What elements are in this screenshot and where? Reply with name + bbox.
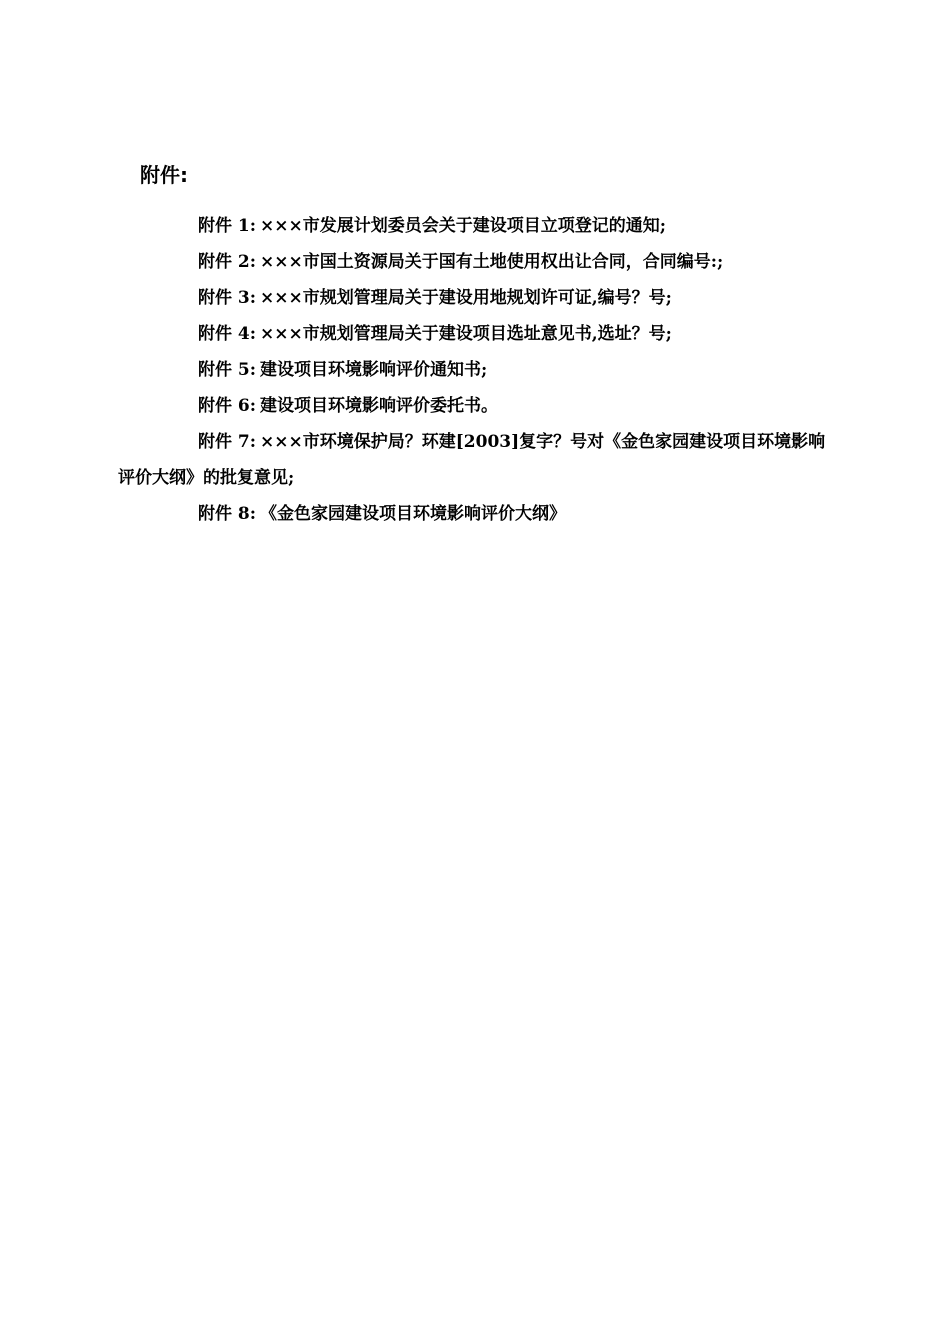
attachment-item-1	[118, 208, 838, 244]
attachment-text: ×××市国土资源局关于国有土地使用权出让合同，合同编号:;	[260, 252, 724, 272]
attachment-item-3	[118, 280, 838, 316]
attachment-item-8	[118, 496, 838, 532]
attachment-text: 《金色家园建设项目环境影响评价大纲》	[260, 504, 567, 524]
attachment-label: 附件 4:	[198, 324, 257, 344]
attachment-label: 附件 1:	[198, 216, 257, 236]
attachment-item-2	[118, 244, 838, 280]
attachment-text: 建设项目环境影响评价委托书。	[260, 396, 499, 416]
attachment-label: 附件 5:	[198, 360, 257, 380]
attachment-item-7	[118, 424, 838, 496]
attachment-item-5	[118, 352, 838, 388]
attachments-heading: 附件:	[140, 163, 188, 187]
attachment-item-6	[118, 388, 838, 424]
attachment-text: ×××市环境保护局？环建[2003]复字？号对《金色家园建设项目环境影响评价大纲》的批复意见;	[118, 432, 826, 488]
attachment-text: ×××市发展计划委员会关于建设项目立项登记的通知;	[260, 216, 667, 236]
attachment-item-4	[118, 316, 838, 352]
attachments-list	[118, 208, 838, 532]
attachment-text: ×××市规划管理局关于建设用地规划许可证,编号？号;	[260, 288, 672, 308]
attachment-text: ×××市规划管理局关于建设项目选址意见书,选址？号;	[260, 324, 672, 344]
attachment-label: 附件 8:	[198, 504, 257, 524]
attachment-label: 附件 3:	[198, 288, 257, 308]
attachment-label: 附件 7:	[198, 432, 257, 452]
attachment-label: 附件 6:	[198, 396, 257, 416]
attachment-text: 建设项目环境影响评价通知书;	[260, 360, 488, 380]
attachment-label: 附件 2:	[198, 252, 257, 272]
